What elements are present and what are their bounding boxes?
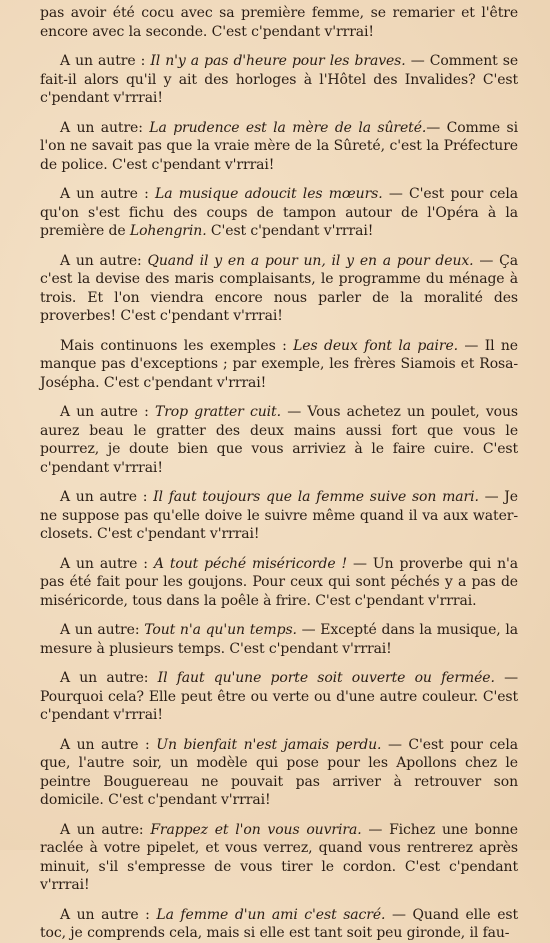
- proverb-text: Lohengrin.: [129, 223, 207, 239]
- proverb-text: La musique adoucit les mœurs.: [155, 186, 383, 202]
- text-paragraph: [40, 821, 518, 895]
- body-text: pas avoir été cocu avec sa première femme, se remarier et l'être encore avec la seconde. C'est c'pendant v'rrrai!: [40, 5, 518, 40]
- text-paragraph: [40, 119, 518, 175]
- text-paragraph: [40, 52, 518, 108]
- proverb-text: La femme d'un ami c'est sacré.: [156, 906, 386, 923]
- body-text: — Je ne suppose pas qu'elle doive le suivre même quand il va aux water-closets. C'est c'pendant v'rrrai!: [40, 489, 518, 542]
- body-text: — Excepté dans la musique, la mesure à plusieurs temps. C'est c'pendant v'rrrai!: [40, 622, 518, 657]
- body-text: — Comment se fait-il alors qu'il y ait des horloges à l'Hôtel des Invalides? C'est c'pendant v'rrrai!: [40, 53, 519, 106]
- proverb-text: Tout n'a qu'un temps.: [144, 622, 297, 638]
- proverb-text: Les deux font la paire.: [293, 337, 458, 354]
- text-paragraph: [40, 252, 518, 326]
- text-paragraph: [40, 185, 518, 241]
- body-text: A un autre :: [60, 404, 155, 420]
- body-text: A un autre :: [60, 186, 156, 202]
- proverb-text: Frappez et l'on vous ouvrira.: [150, 821, 362, 838]
- body-text: — Fichez une bonne raclée à votre pipelet, et vous verrez, quand vous rentrerez après minuit, s'il s'empresse de vous tirer le cordon. C'est c'pendant v'rrrai!: [40, 821, 518, 893]
- proverb-text: Un bienfait n'est jamais perdu.: [156, 736, 382, 753]
- body-text: A un autre :: [60, 53, 151, 69]
- body-text: — Il ne manque pas d'exceptions ; par exemple, les frères Siamois et Rosa-Josépha. C'est c'pendant v'rrrai!: [40, 337, 518, 391]
- proverb-text: Il faut qu'une porte soit ouverte ou fermée.: [157, 670, 495, 686]
- body-text: Mais continuons les exemples :: [60, 337, 294, 354]
- text-paragraph: [40, 621, 518, 658]
- text-paragraph: [40, 403, 518, 477]
- body-text: — Ça c'est la devise des maris complaisants, le programme du ménage à trois. Et l'on viendra encore nous parler de la moralité des proverbes! C'est c'pendant v'rrrai!: [40, 252, 518, 324]
- body-text: A un autre :: [60, 736, 157, 753]
- text-paragraph: [40, 488, 518, 544]
- body-text: A un autre:: [60, 622, 145, 638]
- body-text: A un autre:: [60, 821, 151, 838]
- text-paragraph: [40, 337, 518, 393]
- proverb-text: Trop gratter cuit.: [154, 404, 281, 420]
- text-paragraph: [40, 4, 518, 41]
- body-text: — Comme si l'on ne savait pas que la vraie mère de la Sûreté, c'est la Préfecture de police. C'est c'pendant v'rrrai!: [40, 119, 518, 173]
- body-text: A un autre :: [60, 555, 154, 572]
- body-text: A un autre:: [60, 670, 158, 686]
- proverb-text: Il n'y a pas d'heure pour les braves.: [150, 53, 406, 69]
- body-text: A un autre :: [60, 906, 157, 923]
- text-paragraph: [40, 906, 518, 943]
- body-text: — Vous achetez un poulet, vous aurez beau le gratter des deux mains aussi fort que vous le pourrez, je doute bien que vous arriviez à le faire cuire. C'est c'pendant v'rrrai!: [40, 404, 519, 476]
- proverb-text: Il faut toujours que la femme suive son mari.: [153, 489, 479, 505]
- body-text: A un autre:: [60, 252, 148, 269]
- body-text: — C'est pour cela que, l'autre soir, un modèle qui pose pour les Apollons chez le peintre Bouguereau ne pouvait pas arriver à retrouver son domicile. C'est c'pendant v'rrrai!: [40, 736, 518, 808]
- body-text: C'est c'pendant v'rrrai!: [206, 223, 374, 239]
- text-paragraph: [40, 555, 518, 611]
- proverb-text: A tout péché miséricorde !: [153, 555, 348, 572]
- body-text: A un autre :: [60, 489, 154, 505]
- body-text: — C'est pour cela qu'on s'est fichu des coups de tampon autour de l'Opéra à la première de: [40, 186, 518, 239]
- body-text: — Pourquoi cela? Elle peut être ou verte ou d'une autre couleur. C'est c'pendant v'rrrai!: [40, 670, 518, 723]
- body-text: — Quand elle est toc, je comprends cela, mais si elle est tant soit peu gironde, il fau-: [40, 906, 518, 941]
- proverb-text: La prudence est la mère de la sûreté.: [149, 119, 427, 136]
- proverb-text: Quand il y en a pour un, il y en a pour deux.: [147, 252, 474, 269]
- text-paragraph: [40, 736, 518, 810]
- body-text: — Un proverbe qui n'a pas été fait pour les goujons. Pour ceux qui sont péchés y a pas de miséricorde, tous dans la poêle à frire. C'est c'pendant v'rrrai.: [40, 555, 518, 609]
- body-text: A un autre:: [60, 119, 150, 136]
- text-paragraph: [40, 669, 518, 725]
